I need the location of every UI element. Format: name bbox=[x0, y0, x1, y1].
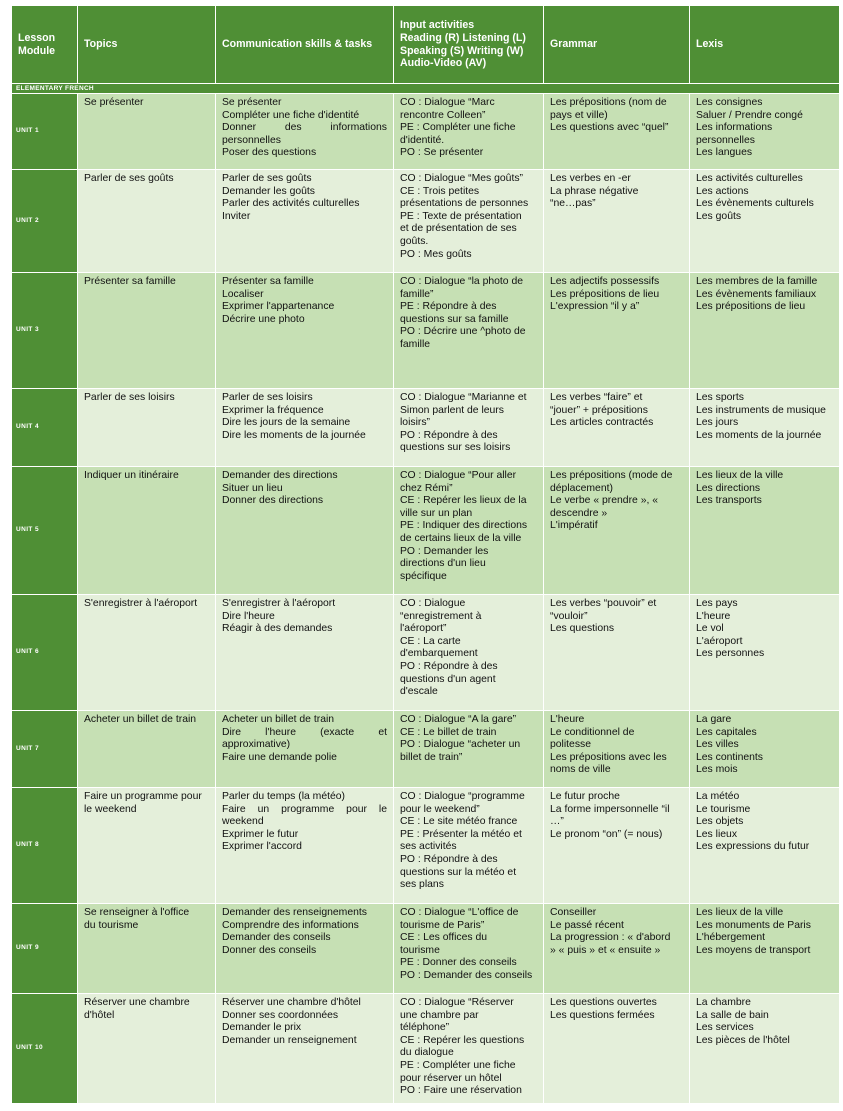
cell-line: Les pays bbox=[696, 598, 738, 609]
header-grammar: Grammar bbox=[544, 6, 690, 84]
syllabus-table bbox=[11, 5, 840, 1104]
cell-line: Les articles contractés bbox=[550, 417, 654, 429]
cell-line: CO : Dialogue “Marianne et bbox=[400, 392, 527, 403]
cell-line: L'impératif bbox=[550, 520, 598, 532]
cell-line: Les lieux de la ville bbox=[696, 470, 784, 481]
topics-cell bbox=[78, 273, 216, 389]
cell-line: Acheter un billet de train bbox=[84, 714, 197, 725]
cell-line: CE : Le billet de train bbox=[400, 726, 497, 738]
unit-label: UNIT 7 bbox=[12, 711, 78, 788]
cell-line: “jouer” + prépositions bbox=[550, 404, 648, 416]
cell-line: Les questions fermées bbox=[550, 1009, 655, 1021]
cell-line: Les mois bbox=[696, 764, 738, 776]
cell-line: Les évènements culturels bbox=[696, 198, 814, 210]
unit-label: UNIT 1 bbox=[12, 94, 78, 170]
cell-line: CE : Trois petites bbox=[400, 185, 480, 197]
header-module: Module bbox=[18, 44, 56, 57]
cell-line: CO : Dialogue “la photo de bbox=[400, 276, 524, 287]
cell-line: Demander le prix bbox=[222, 1022, 302, 1034]
input-activities-cell bbox=[394, 994, 544, 1104]
cell-line: chez Rémi” bbox=[400, 482, 453, 494]
cell-line: Les verbes “faire” et bbox=[550, 392, 643, 403]
cell-line: Les prépositions avec les bbox=[550, 751, 667, 763]
topics-cell bbox=[78, 94, 216, 170]
cell-line: PO : Demander les bbox=[400, 545, 489, 557]
cell-line: Parler de ses loisirs bbox=[222, 392, 313, 403]
cell-line: PE : Indiquer des directions bbox=[400, 520, 528, 532]
communication-cell bbox=[216, 273, 394, 389]
unit-label: UNIT 4 bbox=[12, 389, 78, 467]
unit-row bbox=[12, 595, 840, 711]
unit-label: UNIT 2 bbox=[12, 170, 78, 273]
cell-line: ville sur un plan bbox=[400, 507, 473, 519]
cell-line: d'escale bbox=[400, 686, 438, 698]
cell-line: et de présentation de ses bbox=[400, 223, 517, 235]
cell-line: Le pronom “on” (= nous) bbox=[550, 828, 663, 840]
cell-line: présentations de personnes bbox=[400, 198, 529, 210]
header-lexis: Lexis bbox=[690, 6, 840, 84]
cell-line: S'enregistrer à l'aéroport bbox=[222, 598, 336, 609]
cell-line: Les personnes bbox=[696, 648, 765, 660]
cell-line: Dire l'heure bbox=[222, 610, 275, 622]
grammar-cell bbox=[544, 994, 690, 1104]
cell-line: La météo bbox=[696, 791, 740, 802]
cell-line: famille bbox=[400, 338, 431, 350]
cell-line: CE : Le site météo france bbox=[400, 816, 518, 828]
cell-line: PO : Répondre à des bbox=[400, 429, 498, 441]
cell-line: “ne…pas” bbox=[550, 198, 596, 210]
cell-line: Demander les goûts bbox=[222, 185, 315, 197]
cell-line: Décrire une photo bbox=[222, 313, 305, 325]
cell-line: Demander des conseils bbox=[222, 932, 331, 944]
cell-line: Les prépositions de lieu bbox=[550, 288, 660, 300]
cell-line: questions sur sa famille bbox=[400, 313, 509, 325]
unit-row bbox=[12, 904, 840, 994]
cell-line: Le futur proche bbox=[550, 791, 620, 802]
cell-line: Demander des directions bbox=[222, 470, 338, 481]
input-activities-cell bbox=[394, 467, 544, 595]
unit-label: UNIT 5 bbox=[12, 467, 78, 595]
input-activities-cell bbox=[394, 389, 544, 467]
cell-line: Simon parlent de leurs bbox=[400, 404, 504, 416]
cell-line: Comprendre des informations bbox=[222, 919, 359, 931]
cell-line: Les prépositions (mode de bbox=[550, 470, 673, 481]
cell-line: PO : Décrire une ^photo de bbox=[400, 326, 526, 338]
header-lesson: Lesson bbox=[18, 31, 56, 44]
header-communication: Communication skills & tasks bbox=[216, 6, 394, 84]
cell-line: CE : Repérer les questions bbox=[400, 1034, 525, 1046]
grammar-cell bbox=[544, 904, 690, 994]
cell-line: weekend bbox=[222, 816, 264, 828]
cell-line: déplacement) bbox=[550, 482, 613, 494]
lexis-cell bbox=[690, 788, 840, 904]
cell-line: Les prépositions de lieu bbox=[696, 301, 806, 313]
cell-line: Les moyens de transport bbox=[696, 944, 811, 956]
header-input-line: Audio-Video (AV) bbox=[400, 57, 487, 70]
cell-line: Le tourisme bbox=[696, 803, 751, 815]
lexis-cell bbox=[690, 273, 840, 389]
cell-line: d'hôtel bbox=[84, 1009, 115, 1021]
cell-line: d'identité. bbox=[400, 134, 445, 146]
header-input-activities bbox=[394, 6, 544, 84]
grammar-cell bbox=[544, 711, 690, 788]
cell-line: CO : Dialogue “Pour aller bbox=[400, 470, 517, 481]
grammar-cell bbox=[544, 595, 690, 711]
unit-row bbox=[12, 273, 840, 389]
communication-cell bbox=[216, 904, 394, 994]
cell-line: CO : Dialogue “Réserver bbox=[400, 997, 514, 1008]
cell-line: CE : Les offices du bbox=[400, 932, 488, 944]
cell-line: S'enregistrer à l'aéroport bbox=[84, 598, 198, 609]
cell-line: questions sur ses loisirs bbox=[400, 442, 511, 454]
cell-line: Parler de ses loisirs bbox=[84, 392, 175, 403]
cell-line: Les membres de la famille bbox=[696, 276, 818, 287]
cell-line: Parler de ses goûts bbox=[222, 173, 312, 184]
cell-line: Exprimer la fréquence bbox=[222, 404, 324, 416]
input-activities-cell bbox=[394, 595, 544, 711]
cell-line: CE : Repérer les lieux de la bbox=[400, 495, 527, 507]
cell-line: Réserver une chambre bbox=[84, 997, 190, 1008]
cell-line: PO : Demander des conseils bbox=[400, 969, 533, 981]
level-label: ELEMENTARY FRENCH bbox=[12, 84, 840, 94]
cell-line: une chambre par bbox=[400, 1009, 479, 1021]
communication-cell bbox=[216, 94, 394, 170]
cell-line: CO : Dialogue bbox=[400, 598, 466, 609]
cell-line: PO : Mes goûts bbox=[400, 248, 472, 260]
cell-line: tourisme de Paris” bbox=[400, 919, 485, 931]
cell-line: descendre » bbox=[550, 507, 608, 519]
grammar-cell bbox=[544, 467, 690, 595]
cell-line: Les villes bbox=[696, 739, 739, 751]
cell-line: La forme impersonnelle “il bbox=[550, 803, 670, 815]
header-topics: Topics bbox=[78, 6, 216, 84]
lexis-cell bbox=[690, 595, 840, 711]
communication-cell bbox=[216, 467, 394, 595]
cell-line: Exprimer le futur bbox=[222, 828, 299, 840]
header-input-line: Speaking (S) Writing (W) bbox=[400, 44, 524, 57]
cell-line: l'aéroport” bbox=[400, 623, 447, 635]
cell-line: du dialogue bbox=[400, 1047, 454, 1059]
cell-line: tourisme bbox=[400, 944, 440, 956]
cell-line: Se renseigner à l'office bbox=[84, 907, 190, 918]
cell-line: d'embarquement bbox=[400, 648, 478, 660]
header-input-line: Reading (R) Listening (L) bbox=[400, 31, 526, 44]
lexis-cell bbox=[690, 904, 840, 994]
cell-line: CO : Dialogue “programme bbox=[400, 791, 525, 802]
unit-label: UNIT 10 bbox=[12, 994, 78, 1104]
cell-line: Compléter une fiche d'identité bbox=[222, 109, 360, 121]
cell-line: PO : Répondre à des bbox=[400, 660, 498, 672]
cell-line: Les évènements familiaux bbox=[696, 288, 817, 300]
communication-cell bbox=[216, 170, 394, 273]
cell-line: Les goûts bbox=[696, 210, 742, 222]
lexis-cell bbox=[690, 389, 840, 467]
unit-row bbox=[12, 389, 840, 467]
lexis-cell bbox=[690, 467, 840, 595]
cell-line: Les langues bbox=[696, 147, 753, 159]
cell-line: Les prépositions (nom de bbox=[550, 97, 667, 108]
lexis-cell bbox=[690, 711, 840, 788]
grammar-cell bbox=[544, 788, 690, 904]
lexis-cell bbox=[690, 170, 840, 273]
cell-line: Le passé récent bbox=[550, 919, 624, 931]
input-activities-cell bbox=[394, 273, 544, 389]
cell-line: Faire un programme pour le bbox=[222, 803, 387, 815]
cell-line: Exprimer l'appartenance bbox=[222, 301, 335, 313]
cell-line: Les jours bbox=[696, 417, 739, 429]
input-activities-cell bbox=[394, 711, 544, 788]
unit-label: UNIT 6 bbox=[12, 595, 78, 711]
input-activities-cell bbox=[394, 788, 544, 904]
header-lesson-module bbox=[12, 6, 78, 84]
cell-line: personnelles bbox=[696, 134, 755, 146]
communication-cell bbox=[216, 994, 394, 1104]
topics-cell bbox=[78, 467, 216, 595]
cell-line: Les questions ouvertes bbox=[550, 997, 657, 1008]
cell-line: personnelles bbox=[222, 134, 281, 146]
communication-cell bbox=[216, 595, 394, 711]
cell-line: “vouloir” bbox=[550, 610, 588, 622]
cell-line: Demander un renseignement bbox=[222, 1034, 357, 1046]
cell-line: famille” bbox=[400, 288, 434, 300]
cell-line: Localiser bbox=[222, 288, 264, 300]
cell-line: Présenter sa famille bbox=[84, 276, 176, 287]
cell-line: Les verbes en -er bbox=[550, 173, 631, 184]
unit-row bbox=[12, 170, 840, 273]
cell-line: L'heure bbox=[550, 714, 585, 725]
cell-line: CO : Dialogue “A la gare” bbox=[400, 714, 517, 725]
cell-line: Les informations bbox=[696, 122, 773, 134]
cell-line: Le verbe « prendre », « bbox=[550, 495, 659, 507]
communication-cell bbox=[216, 389, 394, 467]
cell-line: CO : Dialogue “L'office de bbox=[400, 907, 519, 918]
topics-cell bbox=[78, 389, 216, 467]
cell-line: noms de ville bbox=[550, 764, 611, 776]
grammar-cell bbox=[544, 389, 690, 467]
cell-line: Les verbes “pouvoir” et bbox=[550, 598, 657, 609]
cell-line: Les questions avec “quel” bbox=[550, 122, 669, 134]
cell-line: loisirs” bbox=[400, 417, 431, 429]
cell-line: Les adjectifs possessifs bbox=[550, 276, 660, 287]
cell-line: Donner des informations bbox=[222, 122, 387, 134]
cell-line: PE : Répondre à des bbox=[400, 301, 497, 313]
unit-row bbox=[12, 711, 840, 788]
cell-line: Les lieux de la ville bbox=[696, 907, 784, 918]
cell-line: Exprimer l'accord bbox=[222, 841, 302, 853]
cell-line: questions sur la météo et bbox=[400, 866, 517, 878]
topics-cell bbox=[78, 595, 216, 711]
cell-line: PE : Présenter la météo et bbox=[400, 828, 522, 840]
cell-line: PO : Faire une réservation bbox=[400, 1085, 522, 1097]
cell-line: Dire les jours de la semaine bbox=[222, 417, 351, 429]
cell-line: Les instruments de musique bbox=[696, 404, 826, 416]
cell-line: pour réserver un hôtel bbox=[400, 1072, 502, 1084]
topics-cell bbox=[78, 788, 216, 904]
cell-line: La salle de bain bbox=[696, 1009, 769, 1021]
cell-line: Les transports bbox=[696, 495, 762, 507]
cell-line: Présenter sa famille bbox=[222, 276, 314, 287]
cell-line: Poser des questions bbox=[222, 147, 317, 159]
grammar-cell bbox=[544, 170, 690, 273]
cell-line: Réserver une chambre d'hôtel bbox=[222, 997, 361, 1008]
cell-line: Indiquer un itinéraire bbox=[84, 470, 179, 481]
cell-line: Demander des renseignements bbox=[222, 907, 367, 918]
cell-line: du tourisme bbox=[84, 919, 139, 931]
cell-line: Faire une demande polie bbox=[222, 751, 337, 763]
unit-row bbox=[12, 467, 840, 595]
cell-line: CO : Dialogue “Mes goûts” bbox=[400, 173, 524, 184]
input-activities-cell bbox=[394, 904, 544, 994]
cell-line: Les questions bbox=[550, 623, 615, 635]
cell-line: Les services bbox=[696, 1022, 754, 1034]
cell-line: PO : Dialogue “acheter un bbox=[400, 739, 521, 751]
lexis-cell bbox=[690, 994, 840, 1104]
cell-line: Faire un programme pour bbox=[84, 791, 202, 802]
cell-line: Conseiller bbox=[550, 907, 597, 918]
cell-line: Parler des activités culturelles bbox=[222, 198, 360, 210]
cell-line: Saluer / Prendre congé bbox=[696, 109, 803, 121]
cell-line: billet de train” bbox=[400, 751, 463, 763]
cell-line: L'hébergement bbox=[696, 932, 765, 944]
cell-line: Le vol bbox=[696, 623, 724, 635]
unit-label: UNIT 3 bbox=[12, 273, 78, 389]
cell-line: Les expressions du futur bbox=[696, 841, 810, 853]
cell-line: Se présenter bbox=[222, 97, 282, 108]
cell-line: questions d'un agent bbox=[400, 673, 496, 685]
unit-row bbox=[12, 788, 840, 904]
cell-line: PE : Donner des conseils bbox=[400, 957, 517, 969]
cell-line: politesse bbox=[550, 739, 592, 751]
cell-line: Dire les moments de la journée bbox=[222, 429, 366, 441]
cell-line: rencontre Colleen” bbox=[400, 109, 486, 121]
cell-line: goûts. bbox=[400, 235, 429, 247]
input-activities-cell bbox=[394, 170, 544, 273]
cell-line: Le conditionnel de bbox=[550, 726, 635, 738]
cell-line: …” bbox=[550, 816, 564, 828]
cell-line: CE : La carte bbox=[400, 635, 461, 647]
cell-line: L'heure bbox=[696, 610, 731, 622]
cell-line: PO : Répondre à des bbox=[400, 853, 498, 865]
cell-line: La phrase négative bbox=[550, 185, 639, 197]
grammar-cell bbox=[544, 273, 690, 389]
input-activities-cell bbox=[394, 94, 544, 170]
topics-cell bbox=[78, 994, 216, 1104]
cell-line: ses plans bbox=[400, 879, 444, 891]
cell-line: L'aéroport bbox=[696, 635, 743, 647]
communication-cell bbox=[216, 711, 394, 788]
cell-line: Les objets bbox=[696, 816, 744, 828]
cell-line: de certains lieux de la ville bbox=[400, 532, 522, 544]
cell-line: CO : Dialogue “Marc bbox=[400, 97, 495, 108]
cell-line: Inviter bbox=[222, 210, 251, 222]
unit-label: UNIT 9 bbox=[12, 904, 78, 994]
topics-cell bbox=[78, 711, 216, 788]
cell-line: “enregistrement à bbox=[400, 610, 482, 622]
header-row bbox=[12, 6, 840, 84]
cell-line: Se présenter bbox=[84, 97, 144, 108]
topics-cell bbox=[78, 904, 216, 994]
cell-line: PE : Compléter une fiche bbox=[400, 1059, 516, 1071]
cell-line: Les capitales bbox=[696, 726, 757, 738]
grammar-cell bbox=[544, 94, 690, 170]
cell-line: La progression : « d'abord bbox=[550, 932, 671, 944]
cell-line: Les activités culturelles bbox=[696, 173, 803, 184]
cell-line: Réagir à des demandes bbox=[222, 623, 333, 635]
cell-line: Les directions bbox=[696, 482, 761, 494]
communication-cell bbox=[216, 788, 394, 904]
cell-line: Les pièces de l'hôtel bbox=[696, 1034, 790, 1046]
cell-line: Les lieux bbox=[696, 828, 738, 840]
cell-line: PE : Texte de présentation bbox=[400, 210, 522, 222]
cell-line: Acheter un billet de train bbox=[222, 714, 335, 725]
cell-line: Donner des directions bbox=[222, 495, 324, 507]
unit-row bbox=[12, 994, 840, 1104]
topics-cell bbox=[78, 170, 216, 273]
cell-line: spécifique bbox=[400, 570, 447, 582]
cell-line: L'expression “il y a” bbox=[550, 301, 640, 313]
cell-line: Les sports bbox=[696, 392, 744, 403]
cell-line: approximative) bbox=[222, 739, 291, 751]
unit-label: UNIT 8 bbox=[12, 788, 78, 904]
unit-row bbox=[12, 94, 840, 170]
cell-line: directions d'un lieu bbox=[400, 558, 486, 570]
cell-line: le weekend bbox=[84, 803, 137, 815]
level-row bbox=[12, 84, 840, 94]
cell-line: Dire l'heure (exacte et bbox=[222, 726, 387, 738]
cell-line: Les moments de la journée bbox=[696, 429, 822, 441]
cell-line: Parler de ses goûts bbox=[84, 173, 174, 184]
cell-line: Situer un lieu bbox=[222, 482, 283, 494]
cell-line: La chambre bbox=[696, 997, 751, 1008]
cell-line: Les monuments de Paris bbox=[696, 919, 811, 931]
cell-line: Parler du temps (la météo) bbox=[222, 791, 346, 802]
cell-line: Donner ses coordonnées bbox=[222, 1009, 339, 1021]
cell-line: Les continents bbox=[696, 751, 764, 763]
header-input-line: Input activities bbox=[400, 19, 475, 32]
cell-line: Les consignes bbox=[696, 97, 763, 108]
cell-line: La gare bbox=[696, 714, 732, 725]
cell-line: » « puis » et « ensuite » bbox=[550, 944, 661, 956]
cell-line: ses activités bbox=[400, 841, 457, 853]
cell-line: pour le weekend” bbox=[400, 803, 480, 815]
cell-line: pays et ville) bbox=[550, 109, 608, 121]
lexis-cell bbox=[690, 94, 840, 170]
cell-line: PE : Compléter une fiche bbox=[400, 122, 516, 134]
cell-line: Donner des conseils bbox=[222, 944, 317, 956]
cell-line: PO : Se présenter bbox=[400, 147, 484, 159]
cell-line: Les actions bbox=[696, 185, 749, 197]
cell-line: téléphone” bbox=[400, 1022, 450, 1034]
